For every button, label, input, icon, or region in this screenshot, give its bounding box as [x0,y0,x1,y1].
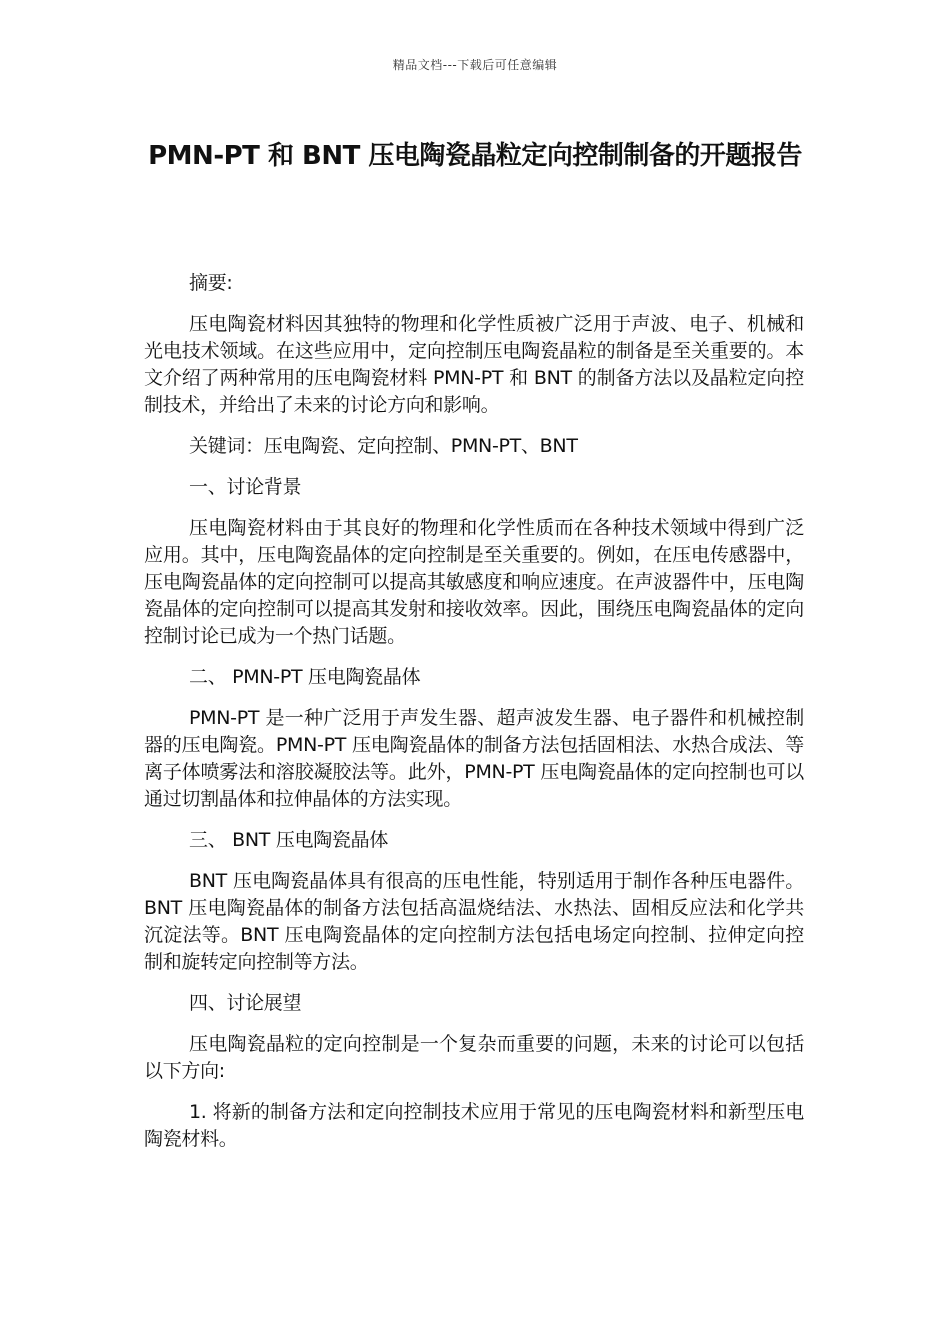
pmn-pt-paragraph: PMN-PT 是一种广泛用于声发生器、超声波发生器、电子器件和机械控制器的压电陶瓷。PMN-PT 压电陶瓷晶体的制备方法包括固相法、水热合成法、等离子体喷雾法和溶胶凝胶法等。此外，PMN-PT 压电陶瓷晶体的定向控制也可以通过切割晶体和拉伸晶体的方法实现。 [144,707,804,810]
keywords-line: 关键词：压电陶瓷、定向控制、PMN-PT、BNT [189,435,578,457]
document-body [144,270,804,1167]
document-title: PMN-PT 和 BNT 压电陶瓷晶粒定向控制制备的开题报告 [148,141,802,171]
section-heading-bnt: 三、 BNT 压电陶瓷晶体 [189,829,389,851]
section-heading-outlook: 四、讨论展望 [189,992,302,1014]
abstract-label: 摘要: [189,272,233,294]
section-heading-pmn-pt: 二、 PMN-PT 压电陶瓷晶体 [189,666,421,688]
background-paragraph: 压电陶瓷材料由于其良好的物理和化学性质而在各种技术领域中得到广泛应用。其中，压电陶瓷晶体的定向控制是至关重要的。例如，在压电传感器中，压电陶瓷晶体的定向控制可以提高其敏感度和响应速度。在声波器件中，压电陶瓷晶体的定向控制可以提高其发射和接收效率。因此，围绕压电陶瓷晶体的定向控制讨论已成为一个热门话题。 [144,517,804,647]
outlook-paragraph: 压电陶瓷晶粒的定向控制是一个复杂而重要的问题，未来的讨论可以包括以下方向: [144,1033,804,1082]
page-header: 精品文档---下载后可任意编辑 [392,58,558,72]
outlook-item-1: 1. 将新的制备方法和定向控制技术应用于常见的压电陶瓷材料和新型压电陶瓷材料。 [144,1101,804,1150]
bnt-paragraph: BNT 压电陶瓷晶体具有很高的压电性能，特别适用于制作各种压电器件。BNT 压电陶瓷晶体的制备方法包括高温烧结法、水热法、固相反应法和化学共沉淀法等。BNT 压电陶瓷晶体的定向控制方法包括电场定向控制、拉伸定向控制和旋转定向控制等方法。 [144,870,804,973]
abstract-paragraph: 压电陶瓷材料因其独特的物理和化学性质被广泛用于声波、电子、机械和光电技术领域。在这些应用中，定向控制压电陶瓷晶粒的制备是至关重要的。本文介绍了两种常用的压电陶瓷材料 PMN-PT 和 BNT 的制备方法以及晶粒定向控制技术，并给出了未来的讨论方向和影响。 [144,313,804,416]
section-heading-background: 一、讨论背景 [189,476,302,498]
